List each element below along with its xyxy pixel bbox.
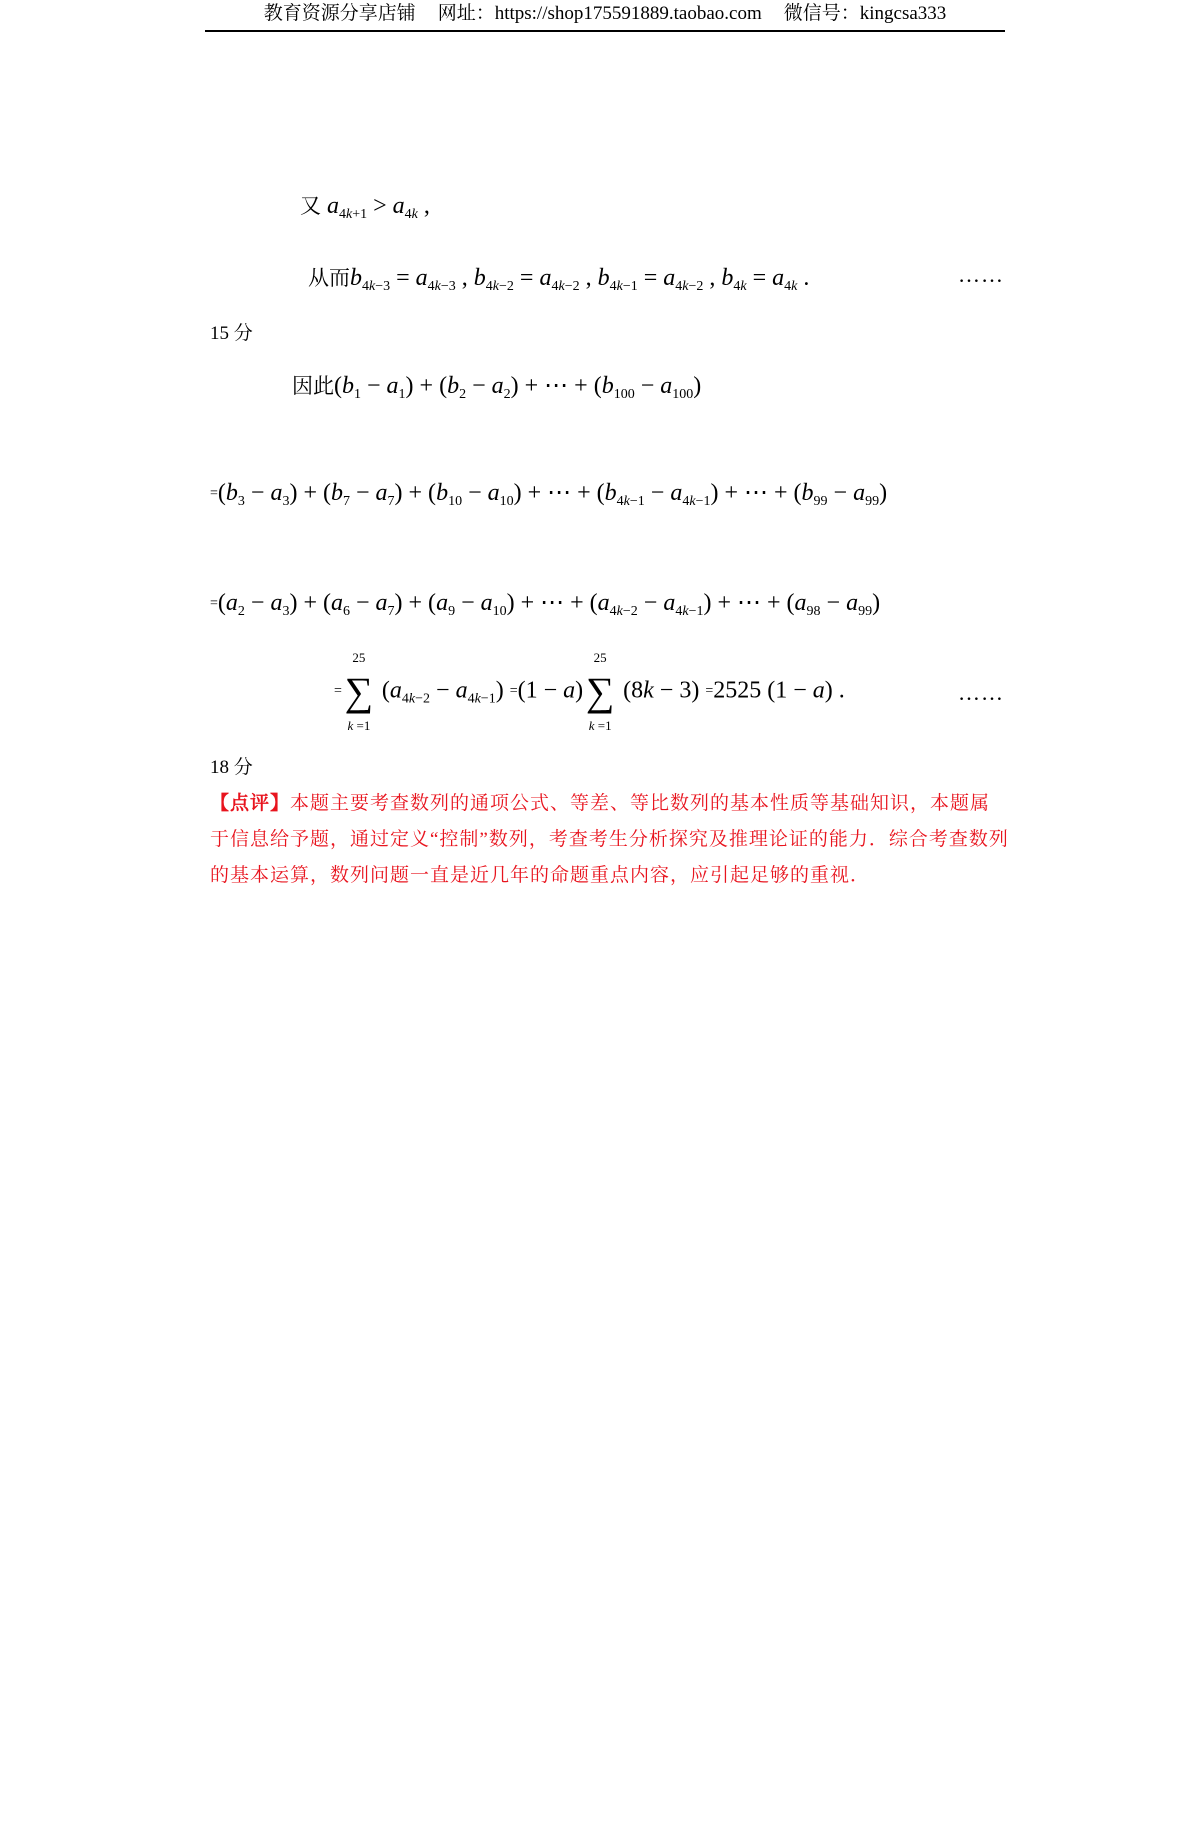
- wechat-id: 微信号：kingcsa333: [783, 3, 947, 24]
- yinci-label: 因此: [292, 374, 334, 398]
- comment-body: 本题主要考查数列的通项公式、等差、等比数列的基本性质等基础知识，本题属于信息给予题，通过定义“控制”数列，考查考生分析探究及推理论证的能力．综合考查数列的基本运算，数列问题一直是近几年的命题重点内容，应引起足够的重视．: [210, 793, 1009, 886]
- sum-sign-2: 25 ∑ k =1: [585, 650, 615, 733]
- page-header: [205, 0, 1005, 32]
- dots-2: ……: [958, 680, 1004, 705]
- sum-sign-1: 25 ∑ k =1: [344, 650, 374, 733]
- comment-block: [210, 786, 1010, 894]
- you-label: 又: [300, 194, 321, 218]
- dots-1: ……: [958, 262, 1004, 287]
- comment-tag: 【点评】: [210, 793, 291, 814]
- math-line-4: $=(b_3 - a_3) + (b_7 - a_7) + (b_{10} - a_{10})$ + ⋯ + $(b_{4k-1} - a_{4k-1})$ + ⋯ + $(b_{99} - a_{99})$: [210, 480, 888, 509]
- shop-url: 网址：https://shop175591889.taobao.com: [437, 3, 762, 24]
- math-line-6: = 25 ∑ k =1 $(a_{4k-2} - a_{4k-1}) =(1 - a)$ 25 ∑ k =1 (8k − 3) =2525 (1 − a) .: [334, 650, 845, 733]
- math-line-2: 从而$b_{4k-3} = a_{4k-3}$ , $b_{4k-2} = a_{4k-2}$ , $b_{4k-1} = a_{4k-2}$ , $b_{4k} = a_{4k}$ .: [308, 265, 810, 294]
- math-line-1: 又 $a_{4k+1} > a_{4k}$ ,: [300, 193, 430, 222]
- score-15: 15 分: [210, 323, 253, 344]
- math-line-3: 因此$(b_1 - a_1) + (b_2 - a_2)$ + ⋯ + $(b_{100} - a_{100})$: [292, 373, 702, 402]
- math-line-5: $=(a_2 - a_3) + (a_6 - a_7) + (a_9 - a_{10})$ + ⋯ + $(a_{4k-2} - a_{4k-1})$ + ⋯ + $(a_{98} - a_{99})$: [210, 590, 881, 619]
- score-18: 18 分: [210, 757, 253, 778]
- shop-name: 教育资源分享店铺: [263, 3, 416, 24]
- congeri-label: 从而: [308, 266, 350, 290]
